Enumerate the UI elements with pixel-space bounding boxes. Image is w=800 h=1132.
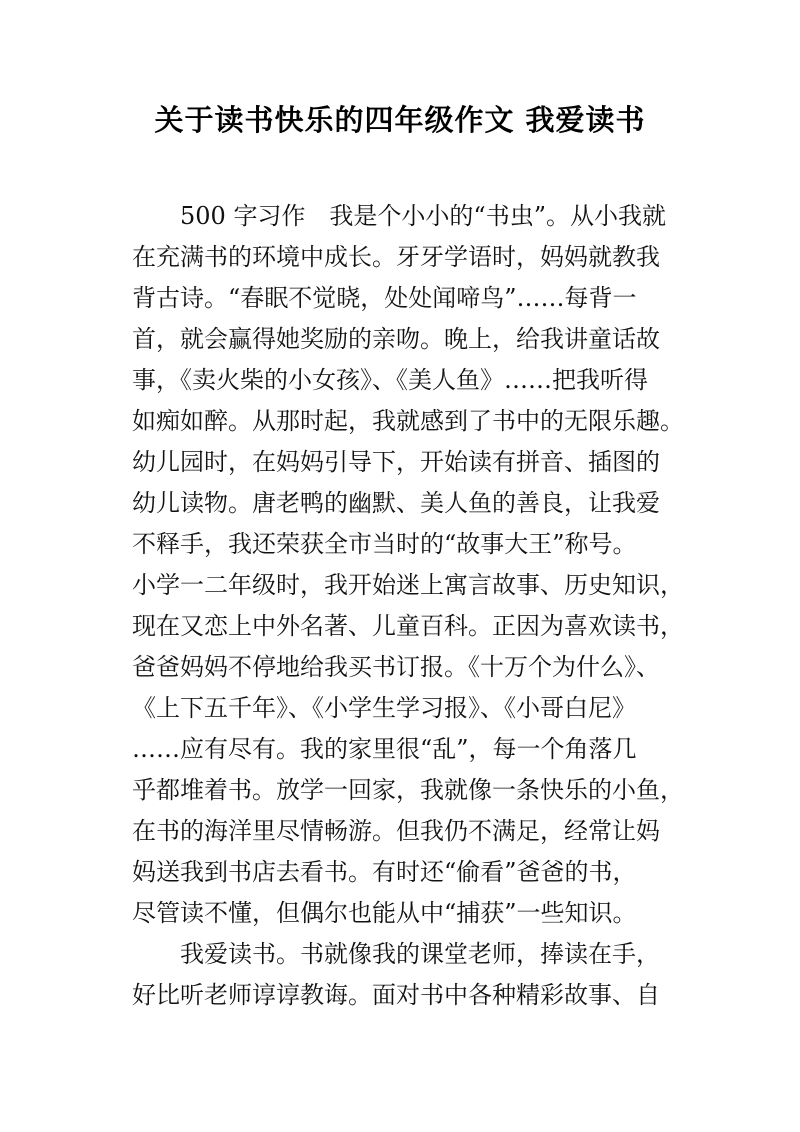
paragraph-line: 小学一二年级时，我开始迷上寓言故事、历史知识， (132, 571, 684, 599)
paragraph-line: 500 字习作 我是个小小的“书虫”。从小我就 (180, 202, 666, 230)
paragraph-line: 现在又恋上中外名著、儿童百科。正因为喜欢读书， (132, 612, 684, 640)
paragraph-line: 乎都堆着书。放学一回家，我就像一条快乐的小鱼， (132, 776, 684, 804)
paragraph-line: 好比听老师谆谆教诲。面对书中各种精彩故事、自 (132, 981, 660, 1009)
paragraph-line: 首，就会赢得她奖励的亲吻。晚上，给我讲童话故 (132, 325, 660, 353)
paragraph-line: 《上下五千年》、《小学生学习报》、《小哥白尼》 (132, 694, 636, 722)
paragraph-line: 尽管读不懂，但偶尔也能从中“捕获”一些知识。 (132, 899, 637, 927)
paragraph-line: 爸爸妈妈不停地给我买书订报。《十万个为什么》、 (132, 653, 660, 681)
document-title: 关于读书快乐的四年级作文 我爱读书 (154, 103, 646, 137)
paragraph-line: 不释手，我还荣获全市当时的“故事大王”称号。 (132, 530, 637, 558)
paragraph-line: 在充满书的环境中成长。牙牙学语时，妈妈就教我 (132, 243, 660, 271)
paragraph-line: ……应有尽有。我的家里很“乱”，每一个角落几 (132, 735, 637, 763)
paragraph-line: 事，《卖火柴的小女孩》、《美人鱼》……把我听得 (132, 366, 648, 394)
paragraph-line: 幼儿读物。唐老鸭的幽默、美人鱼的善良，让我爱 (132, 489, 660, 517)
paragraph-line: 妈送我到书店去看书。有时还“偷看”爸爸的书， (132, 858, 637, 886)
document-body (132, 196, 692, 1016)
paragraph-line: 在书的海洋里尽情畅游。但我仍不满足，经常让妈 (132, 817, 660, 845)
paragraph-line: 我爱读书。书就像我的课堂老师，捧读在手， (180, 940, 660, 968)
paragraph-line: 幼儿园时，在妈妈引导下，开始读有拼音、插图的 (132, 448, 660, 476)
paragraph-line: 背古诗。“春眠不觉晓，处处闻啼鸟”……每背一 (132, 284, 637, 312)
paragraph-line: 如痴如醉。从那时起，我就感到了书中的无限乐趣。 (132, 407, 684, 435)
